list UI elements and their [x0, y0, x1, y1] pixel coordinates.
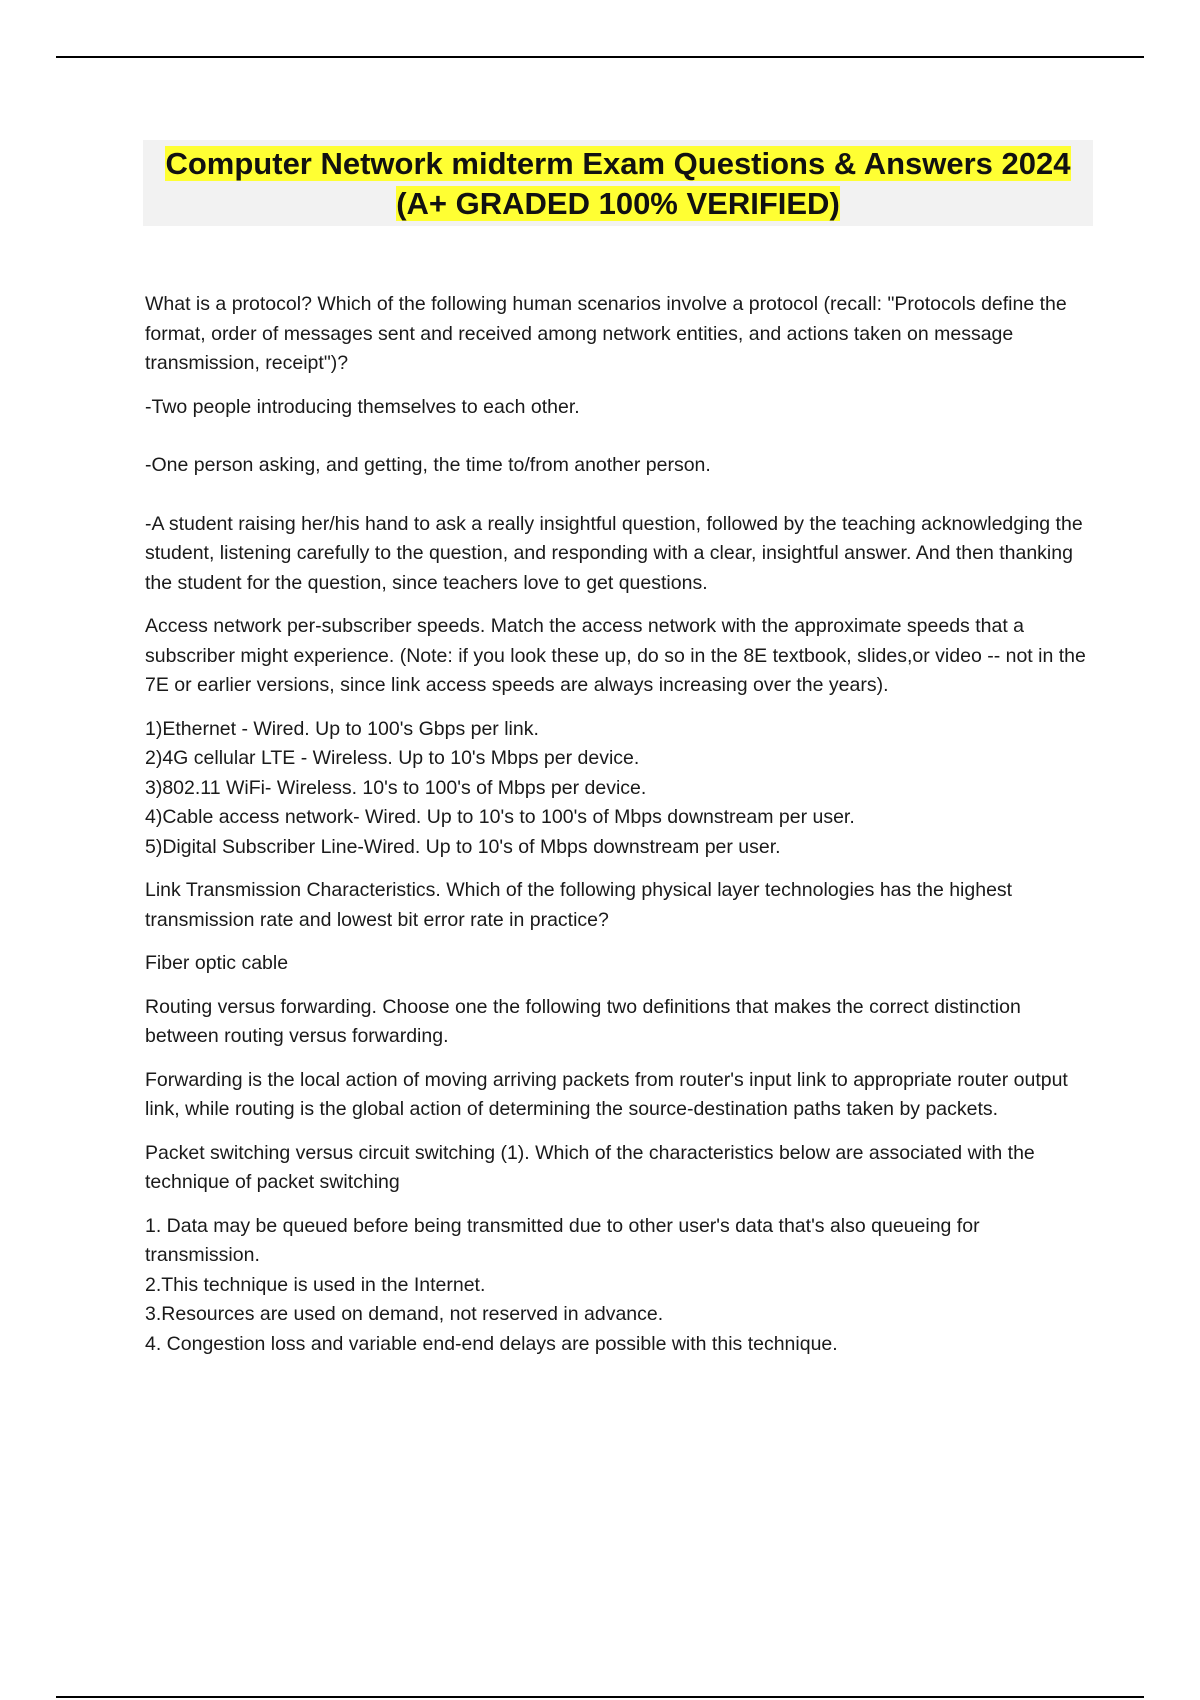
- list-item: 1)Ethernet - Wired. Up to 100's Gbps per link.: [145, 717, 539, 740]
- list-item: 3)802.11 WiFi- Wireless. 10's to 100's of Mbps per device.: [145, 776, 647, 799]
- title-line-1: Computer Network midterm Exam Questions & Answers 2024: [165, 146, 1071, 181]
- answer-protocol-1: -Two people introducing themselves to each other.: [145, 395, 580, 418]
- footer-rule: [56, 1696, 1144, 1698]
- answer-protocol-3: -A student raising her/his hand to ask a really insightful question, followed by the teaching acknowledging the student, listening carefully to the question, and responding with a clear, insightful answer. And then thanking the student for the question, since teachers love to get questions.: [145, 512, 1083, 594]
- question-link-transmission: Link Transmission Characteristics. Which of the following physical layer technologies has the highest transmission rate and lowest bit error rate in practice?: [145, 879, 1013, 931]
- document-body: [145, 290, 1090, 1373]
- list-item: 5)Digital Subscriber Line-Wired. Up to 10's of Mbps downstream per user.: [145, 835, 781, 858]
- list-item: 2.This technique is used in the Internet.: [145, 1273, 486, 1296]
- list-item: 1. Data may be queued before being transmitted due to other user's data that's also queueing for transmission.: [145, 1214, 980, 1266]
- list-item: 4)Cable access network- Wired. Up to 10's to 100's of Mbps downstream per user.: [145, 806, 855, 828]
- answer-access-speeds: [145, 715, 1090, 863]
- list-item: 3.Resources are used on demand, not reserved in advance.: [145, 1303, 664, 1325]
- answer-routing-forwarding: Forwarding is the local action of moving arriving packets from router's input link to appropriate router output link, while routing is the global action of determining the source-destination paths taken by packets.: [145, 1068, 1068, 1120]
- list-item: 4. Congestion loss and variable end-end delays are possible with this technique.: [145, 1332, 838, 1355]
- answer-link-transmission: Fiber optic cable: [145, 952, 289, 974]
- question-routing-forwarding: Routing versus forwarding. Choose one the following two definitions that makes the correct distinction between routing versus forwarding.: [145, 995, 1021, 1047]
- answer-packet-switching: [145, 1212, 1090, 1360]
- title-line-2: (A+ GRADED 100% VERIFIED): [396, 186, 840, 221]
- question-access-speeds: Access network per-subscriber speeds. Match the access network with the approximate speeds that a subscriber might experience. (Note: if you look these up, do so in the 8E textbook, slides,or video -- not in the 7E or earlier versions, since link access speeds are always increasing over the years).: [145, 615, 1086, 696]
- document-title: [143, 140, 1093, 226]
- question-packet-switching: Packet switching versus circuit switching (1). Which of the characteristics below are associated with the technique of packet switching: [145, 1141, 1035, 1193]
- header-rule: [56, 56, 1144, 58]
- list-item: 2)4G cellular LTE - Wireless. Up to 10's Mbps per device.: [145, 747, 640, 769]
- question-protocol: What is a protocol? Which of the following human scenarios involve a protocol (recall: "Protocols define the format, order of messages sent and received among network entities, and actions taken on message transmission, receipt")?: [145, 293, 1067, 374]
- answer-protocol-2: -One person asking, and getting, the time to/from another person.: [145, 454, 711, 476]
